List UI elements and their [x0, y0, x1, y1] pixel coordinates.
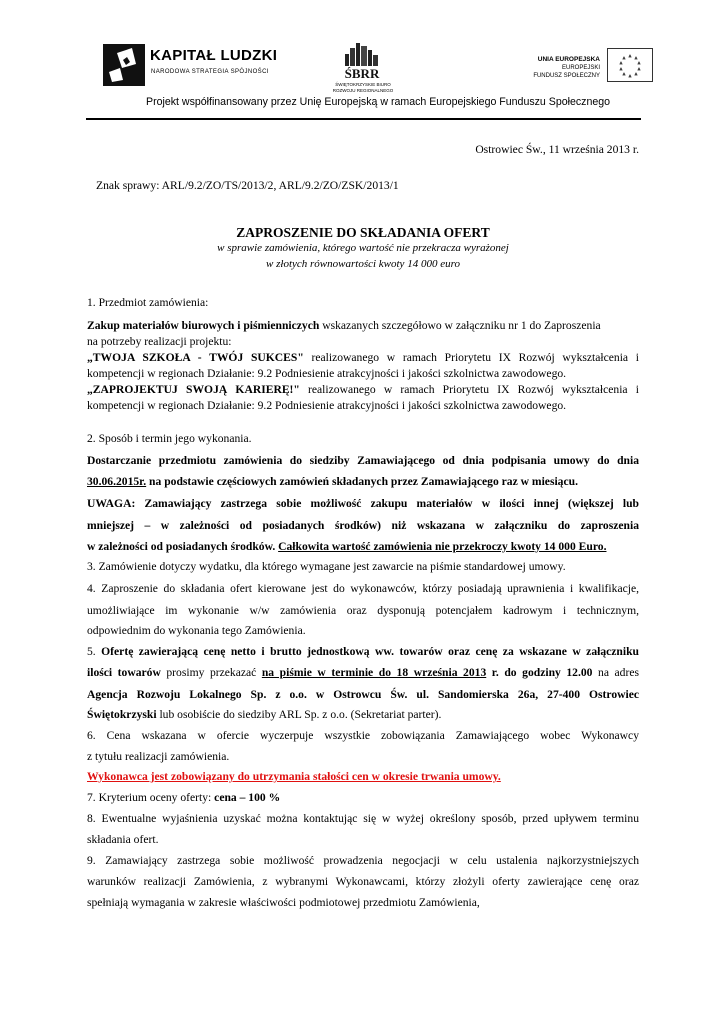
goods-quantity: ilości towarów	[87, 666, 161, 679]
case-reference: Znak sprawy: ARL/9.2/ZO/TS/2013/2, ARL/9.2/ZO/ZSK/2013/1	[96, 179, 399, 192]
section-1-line-1	[87, 318, 639, 334]
address-lead: na adres	[592, 666, 639, 679]
document-subtitle-1: w sprawie zamówienia, którego wartość nie przekracza wyrażonej	[217, 242, 509, 254]
section-4-line-2: umożliwiające im wykonanie w/w zamówienia oraz dysponują potencjałem kadrowym i technicznym,	[87, 604, 639, 617]
section-5-line-3: Agencja Rozwoju Lokalnego Sp. z o.o. w Ostrowcu Św. ul. Sandomierska 26a, 27-400 Ostrowiec	[87, 688, 639, 701]
section-2-line-3: UWAGA: Zamawiający zastrzega sobie możliwość zakupu materiałów w ilości innej (większej lub	[87, 497, 639, 510]
city-name: Świętokrzyski	[87, 708, 157, 721]
price-stability-warning	[87, 767, 639, 787]
submission-deadline: na piśmie w terminie do 18 września 2013	[261, 666, 487, 679]
ue-line-2: EUROPEJSKI	[561, 65, 600, 71]
project-1-name: „TWOJA SZKOŁA - TWÓJ SUKCES"	[87, 351, 304, 364]
offer-content: Ofertę zawierającą cenę netto i brutto jednostkową ww. towarów oraz cenę za wskazane w załączniku	[101, 645, 639, 658]
funds-note: w zależności od posiadanych środków.	[87, 540, 276, 553]
criterion-value: cena – 100 %	[214, 791, 281, 804]
subject-bold: Zakup materiałów biurowych i piśmienniczych	[87, 319, 320, 332]
project-2-name: „ZAPROJEKTUJ SWOJĄ KARIERĘ!"	[87, 383, 300, 396]
eu-fund-label	[520, 56, 600, 80]
project-1-line-2: kompetencji w regionach Działanie: 9.2 Podniesienie atrakcyjności i jakości szkolnictwa zawodowego.	[87, 367, 567, 380]
total-value-note: Całkowita wartość zamówienia nie przekroczy kwoty 14 000 Euro.	[278, 540, 607, 553]
section-5-number: 5.	[87, 645, 102, 658]
project-2-line-2: kompetencji w regionach Działanie: 9.2 Podniesienie atrakcyjności i jakości szkolnictwa zawodowego.	[87, 399, 567, 412]
ue-line-3: FUNDUSZ SPOŁECZNY	[533, 73, 600, 79]
section-8-line-1: 8. Ewentualne wyjaśnienia uzyskać można kontaktując się w wyżej określony sposób, przed upływem terminu	[87, 812, 639, 825]
section-4-line-1: 4. Zaproszenie do składania ofert kierowane jest do wykonawców, którzy posiadają uprawnienia i kwalifikacje,	[87, 582, 639, 595]
kapital-ludzki-logo-icon	[103, 44, 145, 86]
section-5-line-1	[87, 642, 639, 662]
delivery-terms: na podstawie częściowych zamówień składanych przez Zamawiającego raz w miesiącu.	[146, 475, 578, 488]
place-date: Ostrowiec Św., 11 września 2013 r.	[475, 143, 639, 156]
sbrr-logo-icon	[339, 40, 385, 80]
header-divider	[86, 118, 641, 120]
criterion-label: 7. Kryterium oceny oferty:	[87, 791, 215, 804]
section-2-heading: 2. Sposób i termin jego wykonania.	[87, 432, 252, 445]
project-2-rest: realizowanego w ramach Priorytetu IX Rozwój wykształcenia i	[299, 383, 639, 396]
section-2-line-1: Dostarczanie przedmiotu zamówienia do siedziby Zamawiającego od dnia podpisania umowy do dnia	[87, 454, 639, 467]
section-9-line-3: spełniają wymagania w zakresie właściwości podmiotowej przedmiotu Zamówienia,	[87, 896, 480, 909]
kapital-ludzki-title: KAPITAŁ LUDZKI	[150, 47, 278, 64]
section-4-line-3: odpowiednim do wykonania tego Zamówienia.	[87, 624, 306, 637]
warning-text: Wykonawca jest zobowiązany do utrzymania stałości cen w okresie trwania umowy.	[87, 770, 501, 783]
in-person-option: lub osobiście do siedziby ARL Sp. z o.o. (Sekretariat parter).	[156, 708, 442, 721]
kapital-ludzki-subtitle: NARODOWA STRATEGIA SPÓJNOŚCI	[151, 69, 269, 75]
section-2-line-4: mniejszej – w zależności od posiadanych środków) niż wskazana w załączniku do zaproszenia	[87, 519, 639, 532]
section-5-line-2	[87, 663, 639, 683]
submission-hour: r. do godziny 12.00	[486, 666, 593, 679]
section-1-heading: 1. Przedmiot zamówienia:	[87, 296, 209, 309]
project-1-rest: realizowanego w ramach Priorytetu IX Rozwój wykształcenia i	[303, 351, 640, 364]
project-2-line-1	[87, 382, 639, 398]
section-9-line-2: warunków realizacji Zamówienia, z wybranymi Wykonawcami, którzy złożyli oferty zawierające cenę oraz	[87, 875, 639, 888]
project-cofinancing-line: Projekt współfinansowany przez Unię Europejską w ramach Europejskiego Funduszu Społecznego	[146, 96, 611, 108]
delivery-end-date: 30.06.2015r.	[87, 475, 147, 488]
sbrr-caption: ŚWIĘTOKRZYSKIE BIURO ROZWOJU REGIONALNEGO	[332, 82, 394, 93]
section-2-line-2	[87, 472, 639, 492]
svg-text:ŚBRR: ŚBRR	[344, 66, 380, 80]
section-6-line-2: z tytułu realizacji zamówienia.	[87, 750, 230, 763]
eu-flag-icon	[607, 48, 653, 82]
ue-line-1: UNIA EUROPEJSKA	[537, 56, 600, 63]
letterhead	[0, 0, 725, 125]
submit-text: prosimy przekazać	[160, 666, 262, 679]
section-8-line-2: składania ofert.	[87, 833, 159, 846]
section-6-line-1: 6. Cena wskazana w ofercie wyczerpuje wszystkie zobowiązania Zamawiającego wobec Wykonawcy	[87, 729, 639, 742]
subject-rest: wskazanych szczegółowo w załączniku nr 1 do Zaproszenia	[319, 319, 601, 332]
document-subtitle-2: w złotych równowartości kwoty 14 000 euro	[266, 258, 460, 270]
project-1-line-1	[87, 350, 639, 366]
section-3: 3. Zamówienie dotyczy wydatku, dla którego wymagane jest zawarcie na piśmie standardowej umowy.	[87, 560, 566, 573]
section-2-line-5	[87, 537, 639, 557]
section-5-line-4	[87, 705, 639, 725]
section-1-line-2: na potrzeby realizacji projektu:	[87, 335, 232, 348]
section-7	[87, 788, 639, 808]
document-title: ZAPROSZENIE DO SKŁADANIA OFERT	[236, 225, 490, 240]
section-9-line-1: 9. Zamawiający zastrzega sobie możliwość prowadzenia negocjacji w celu ustalenia najkorzystniejszych	[87, 854, 639, 867]
